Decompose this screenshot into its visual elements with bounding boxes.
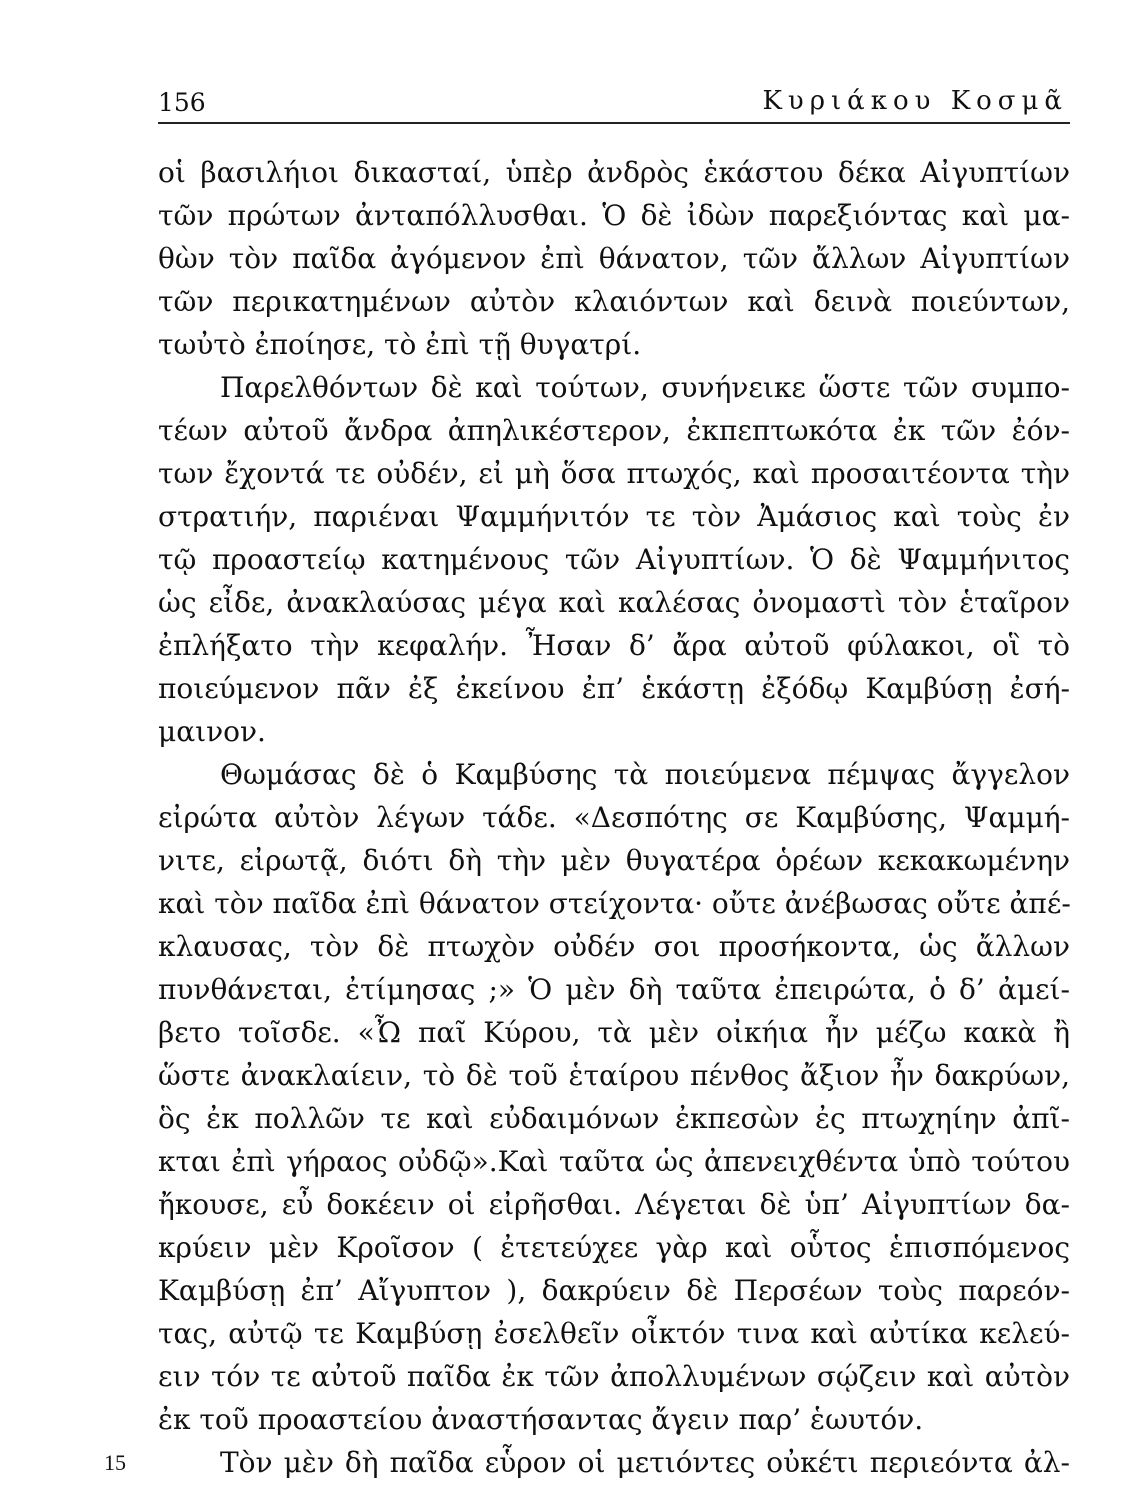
text-line: ὡς εἶδε, ἀνακλαύσας μέγα καὶ καλέσας ὀνομαστὶ τὸν ἑταῖρον bbox=[158, 586, 1070, 619]
text-line: νιτε, εἰρωτᾷ, διότι δὴ τὴν μὲν θυγατέρα ὁρέων κεκακωμένην bbox=[158, 844, 1070, 877]
text-line: Καμβύσῃ ἐπ’ Αἴγυπτον ), δακρύειν δὲ Περσέων τοὺς παρεόν- bbox=[158, 1274, 1070, 1307]
text-line: τῶν περικατημένων αὐτὸν κλαιόντων καὶ δεινὰ ποιεύντων, bbox=[158, 285, 1070, 318]
text-line: ποιεύμενον πᾶν ἐξ ἐκείνου ἐπ’ ἑκάστῃ ἐξόδῳ Καμβύσῃ ἐσή- bbox=[158, 672, 1070, 705]
text-line: κλαυσας, τὸν δὲ πτωχὸν οὐδέν σοι προσήκοντα, ὡς ἄλλων bbox=[158, 930, 1070, 963]
text-line: Παρελθόντων δὲ καὶ τούτων, συνήνεικε ὥστε τῶν συμπο- bbox=[220, 371, 1070, 404]
text-line: ειν τόν τε αὐτοῦ παῖδα ἐκ τῶν ἀπολλυμένων σῴζειν καὶ αὐτὸν bbox=[158, 1360, 1070, 1393]
text-line: Τὸν μὲν δὴ παῖδα εὗρον οἱ μετιόντες οὐκέτι περιεόντα ἀλ- bbox=[220, 1446, 1070, 1479]
text-line: ἤκουσε, εὖ δοκέειν οἱ εἰρῆσθαι. Λέγεται δὲ ὑπ’ Αἰγυπτίων δα- bbox=[158, 1188, 1070, 1221]
page-header bbox=[158, 82, 1070, 124]
text-line: ὃς ἐκ πολλῶν τε καὶ εὐδαιμόνων ἐκπεσὼν ἐς πτωχηίην ἀπῖ- bbox=[158, 1102, 1070, 1135]
text-line: εἰρώτα αὐτὸν λέγων τάδε. «Δεσπότης σε Καμβύσης, Ψαμμή- bbox=[158, 801, 1070, 834]
text-line: θὼν τὸν παῖδα ἀγόμενον ἐπὶ θάνατον, τῶν ἄλλων Αἰγυπτίων bbox=[158, 242, 1070, 275]
running-title: Κυριάκου Κοσμᾶ bbox=[762, 86, 1068, 116]
text-line: τας, αὐτῷ τε Καμβύσῃ ἐσελθεῖν οἶκτόν τινα καὶ αὐτίκα κελεύ- bbox=[158, 1317, 1070, 1350]
text-line: τωὐτὸ ἐποίησε, τὸ ἐπὶ τῇ θυγατρί. bbox=[158, 328, 642, 361]
text-line: ἐκ τοῦ προαστείου ἀναστήσαντας ἄγειν παρ’ ἑωυτόν. bbox=[158, 1403, 924, 1436]
text-line: τῷ προαστείῳ κατημένους τῶν Αἰγυπτίων. Ὁ δὲ Ψαμμήνιτος bbox=[158, 543, 1070, 576]
text-line: οἱ βασιλήιοι δικασταί, ὑπὲρ ἀνδρὸς ἑκάστου δέκα Αἰγυπτίων bbox=[158, 156, 1070, 189]
text-line: βετο τοῖσδε. «Ὦ παῖ Κύρου, τὰ μὲν οἰκήια ἦν μέζω κακὰ ἢ bbox=[158, 1016, 1070, 1049]
text-line: ὥστε ἀνακλαίειν, τὸ δὲ τοῦ ἑταίρου πένθος ἄξιον ἦν δακρύων, bbox=[158, 1059, 1070, 1092]
text-line: τέων αὐτοῦ ἄνδρα ἀπηλικέστερον, ἐκπεπτωκότα ἐκ τῶν ἐόν- bbox=[158, 414, 1070, 447]
page-number: 156 bbox=[158, 88, 206, 117]
text-line: τῶν πρώτων ἀνταπόλλυσθαι. Ὁ δὲ ἰδὼν παρεξιόντας καὶ μα- bbox=[158, 199, 1070, 232]
text-line: ἐπλήξατο τὴν κεφαλήν. Ἦσαν δ’ ἄρα αὐτοῦ φύλακοι, οἳ τὸ bbox=[158, 629, 1070, 662]
text-line: μαινον. bbox=[158, 715, 266, 748]
text-line: κρύειν μὲν Κροῖσον ( ἐτετεύχεε γὰρ καὶ οὗτος ἑπισπόμενος bbox=[158, 1231, 1070, 1264]
text-line: πυνθάνεται, ἐτίμησας ;» Ὁ μὲν δὴ ταῦτα ἐπειρώτα, ὁ δ’ ἀμεί- bbox=[158, 973, 1070, 1006]
margin-line-number: 15 bbox=[104, 1450, 126, 1475]
text-line: καὶ τὸν παῖδα ἐπὶ θάνατον στείχοντα· οὔτε ἀνέβωσας οὔτε ἀπέ- bbox=[158, 887, 1071, 920]
text-line: στρατιήν, παριέναι Ψαμμήνιτόν τε τὸν Ἀμάσιος καὶ τοὺς ἐν bbox=[158, 500, 1070, 533]
text-line: κται ἐπὶ γήραος οὐδῷ».Καὶ ταῦτα ὡς ἀπενειχθέντα ὑπὸ τούτου bbox=[158, 1145, 1070, 1178]
text-line: των ἔχοντά τε οὐδέν, εἰ μὴ ὅσα πτωχός, καὶ προσαιτέοντα τὴν bbox=[158, 457, 1070, 490]
text-line: Θωμάσας δὲ ὁ Καμβύσης τὰ ποιεύμενα πέμψας ἄγγελον bbox=[220, 758, 1070, 791]
